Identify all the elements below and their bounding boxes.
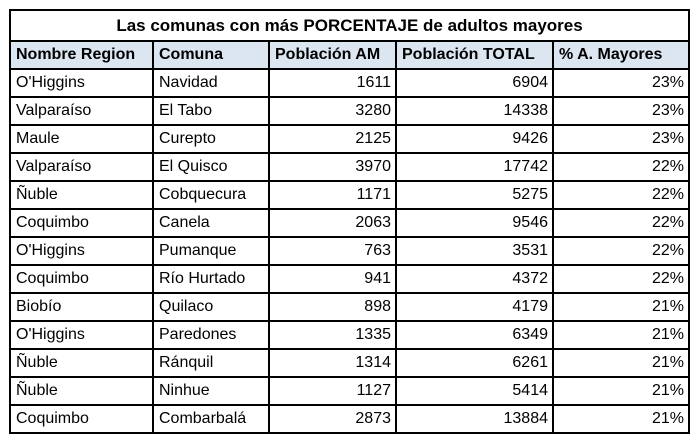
cell-pct-mayores: 23%	[553, 97, 689, 125]
cell-poblacion-am: 1314	[269, 349, 396, 377]
cell-region: Valparaíso	[10, 153, 153, 181]
cell-pct-mayores: 22%	[553, 181, 689, 209]
table-row	[10, 237, 689, 265]
cell-poblacion-total: 13884	[396, 405, 553, 433]
cell-poblacion-am: 1611	[269, 69, 396, 97]
cell-region: O'Higgins	[10, 237, 153, 265]
cell-region: Coquimbo	[10, 265, 153, 293]
cell-comuna: Río Hurtado	[153, 265, 269, 293]
cell-poblacion-total: 9426	[396, 125, 553, 153]
cell-region: Coquimbo	[10, 405, 153, 433]
cell-region: Ñuble	[10, 349, 153, 377]
cell-comuna: Navidad	[153, 69, 269, 97]
header-pct-mayores: % A. Mayores	[553, 41, 689, 69]
cell-poblacion-total: 6261	[396, 349, 553, 377]
cell-comuna: El Tabo	[153, 97, 269, 125]
comunas-table	[9, 9, 690, 434]
cell-region: Biobío	[10, 293, 153, 321]
table-row	[10, 349, 689, 377]
cell-poblacion-am: 1335	[269, 321, 396, 349]
cell-poblacion-am: 763	[269, 237, 396, 265]
table-row	[10, 265, 689, 293]
cell-poblacion-total: 5414	[396, 377, 553, 405]
cell-region: Valparaíso	[10, 97, 153, 125]
cell-comuna: Combarbalá	[153, 405, 269, 433]
table-title-row	[10, 10, 689, 41]
cell-pct-mayores: 21%	[553, 293, 689, 321]
cell-pct-mayores: 21%	[553, 405, 689, 433]
table-row	[10, 153, 689, 181]
cell-comuna: Cobquecura	[153, 181, 269, 209]
table-header-row	[10, 41, 689, 69]
table-row	[10, 209, 689, 237]
cell-region: Coquimbo	[10, 209, 153, 237]
table-row	[10, 405, 689, 433]
cell-comuna: El Quisco	[153, 153, 269, 181]
cell-poblacion-am: 1127	[269, 377, 396, 405]
cell-comuna: Quilaco	[153, 293, 269, 321]
header-comuna: Comuna	[153, 41, 269, 69]
cell-comuna: Paredones	[153, 321, 269, 349]
cell-pct-mayores: 23%	[553, 125, 689, 153]
cell-pct-mayores: 22%	[553, 153, 689, 181]
header-nombre-region: Nombre Region	[10, 41, 153, 69]
table-row	[10, 321, 689, 349]
table-row	[10, 125, 689, 153]
cell-pct-mayores: 21%	[553, 321, 689, 349]
cell-pct-mayores: 23%	[553, 69, 689, 97]
cell-region: Ñuble	[10, 377, 153, 405]
cell-comuna: Ránquil	[153, 349, 269, 377]
table-title: Las comunas con más PORCENTAJE de adultos mayores	[10, 10, 689, 41]
header-poblacion-total: Población TOTAL	[396, 41, 553, 69]
cell-poblacion-total: 5275	[396, 181, 553, 209]
cell-poblacion-total: 4372	[396, 265, 553, 293]
cell-poblacion-am: 3280	[269, 97, 396, 125]
table-row	[10, 69, 689, 97]
cell-pct-mayores: 21%	[553, 377, 689, 405]
cell-pct-mayores: 21%	[553, 349, 689, 377]
cell-pct-mayores: 22%	[553, 209, 689, 237]
cell-poblacion-total: 9546	[396, 209, 553, 237]
cell-pct-mayores: 22%	[553, 237, 689, 265]
header-poblacion-am: Población AM	[269, 41, 396, 69]
cell-poblacion-am: 2125	[269, 125, 396, 153]
cell-poblacion-total: 3531	[396, 237, 553, 265]
table-row	[10, 181, 689, 209]
cell-poblacion-am: 1171	[269, 181, 396, 209]
cell-poblacion-am: 2063	[269, 209, 396, 237]
cell-poblacion-total: 6349	[396, 321, 553, 349]
cell-poblacion-am: 2873	[269, 405, 396, 433]
cell-pct-mayores: 22%	[553, 265, 689, 293]
cell-poblacion-am: 898	[269, 293, 396, 321]
cell-poblacion-total: 14338	[396, 97, 553, 125]
cell-region: Maule	[10, 125, 153, 153]
cell-region: O'Higgins	[10, 321, 153, 349]
cell-poblacion-total: 4179	[396, 293, 553, 321]
cell-poblacion-total: 6904	[396, 69, 553, 97]
table-row	[10, 97, 689, 125]
cell-comuna: Curepto	[153, 125, 269, 153]
cell-region: O'Higgins	[10, 69, 153, 97]
cell-comuna: Canela	[153, 209, 269, 237]
cell-comuna: Ninhue	[153, 377, 269, 405]
table-row	[10, 293, 689, 321]
cell-poblacion-total: 17742	[396, 153, 553, 181]
cell-poblacion-am: 941	[269, 265, 396, 293]
cell-poblacion-am: 3970	[269, 153, 396, 181]
cell-region: Ñuble	[10, 181, 153, 209]
cell-comuna: Pumanque	[153, 237, 269, 265]
table-row	[10, 377, 689, 405]
